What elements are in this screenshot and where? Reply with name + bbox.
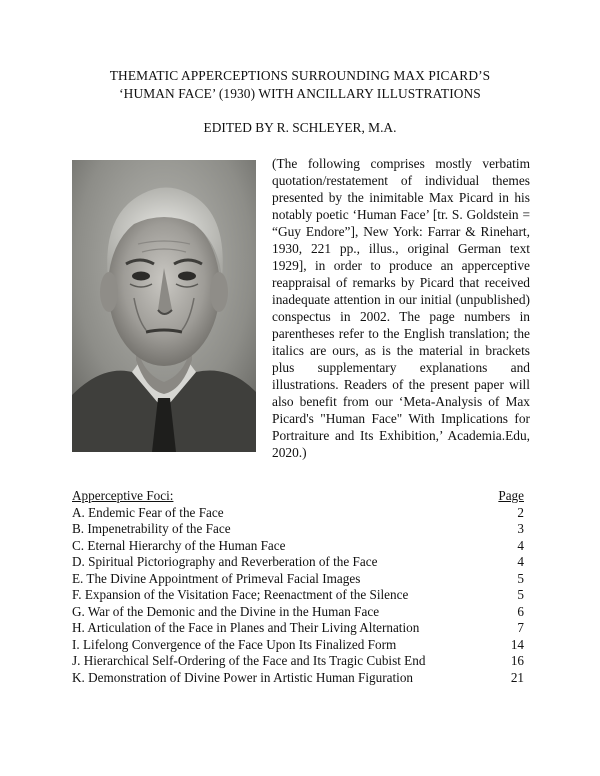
toc-entry-label: G. War of the Demonic and the Divine in the Human Face [72,603,380,619]
toc-entry-page: 4 [517,554,524,569]
toc-entry [72,538,524,555]
toc-entry [72,653,524,670]
toc-entry-page: 7 [517,620,524,635]
toc-entry-label: E. The Divine Appointment of Primeval Facial Images [72,570,361,586]
toc-entry [72,521,524,538]
title-line-1: THEMATIC APPERCEPTIONS SURROUNDING MAX PICARD’S [109,68,491,83]
toc-entry-page: 4 [517,537,524,553]
toc-entry [72,620,524,637]
toc-entry-label: K. Demonstration of Divine Power in Artistic Human Figuration [72,669,414,685]
toc-entry [72,670,524,687]
portrait-illustration [72,160,256,452]
toc-entry-page: 14 [510,636,524,652]
toc-entry-label: J. Hierarchical Self-Ordering of the Face and Its Tragic Cubist End [72,653,426,668]
toc-page-heading: Page [498,488,524,503]
toc-entry-label: C. Eternal Hierarchy of the Human Face [72,537,286,553]
document-title [40,67,560,103]
toc-entry [72,604,524,621]
toc-entry-label: D. Spiritual Pictoriography and Reverberation of the Face [72,554,378,569]
toc-entry-label: F. Expansion of the Visitation Face; Reenactment of the Silence [72,587,409,602]
toc-entry [72,571,524,588]
toc-entry-page: 5 [517,587,524,602]
toc-entry-label: A. Endemic Fear of the Face [72,504,224,520]
toc-entry [72,505,524,522]
toc-entry [72,637,524,654]
editor-credit: EDITED BY R. SCHLEYER, M.A. [203,120,397,135]
portrait-photo [72,160,256,452]
toc-heading: Apperceptive Foci: [72,488,174,503]
table-of-contents [72,488,524,686]
toc-entry-page: 3 [517,521,524,536]
toc-entry-page: 6 [517,603,524,619]
toc-entry [72,587,524,604]
toc-entry-label: B. Impenetrability of the Face [72,521,231,536]
toc-entry-label: I. Lifelong Convergence of the Face Upon Its Finalized Form [72,636,397,652]
toc-entry [72,554,524,571]
intro-paragraph: (The following comprises mostly verbatim quotation/restatement of individual themes presented by the inimitable Max Picard in his notably poetic ‘Human Face’ [tr. S. Goldstein = “Guy Endore”], New York: Farrar & Rinehart, 1930, 221 pp., illus., original German text 1929], in order to produce an apperceptive reappraisal of remarks by Picard that received inadequate attention in our initial (unpublished) conspectus in 2002. The page numbers in parentheses refer to the English translation; the italics are ours, as is the material in brackets plus supplementary explanations and illustrations. Readers of the present paper will also benefit from our ‘Meta-Analysis of Max Picard's "Human Face" With Implications for Portraiture and Its Exhibition,’ Academia.Edu, 2020.) [272,156,530,460]
toc-entry-label: H. Articulation of the Face in Planes and Their Living Alternation [72,620,420,635]
title-line-2: ‘HUMAN FACE’ (1930) WITH ANCILLARY ILLUSTRATIONS [119,86,481,101]
toc-entry-page: 5 [517,570,524,586]
toc-entry-page: 2 [517,504,524,520]
toc-entry-page: 16 [510,653,524,668]
toc-header-row [72,488,524,505]
toc-entry-page: 21 [510,669,524,685]
